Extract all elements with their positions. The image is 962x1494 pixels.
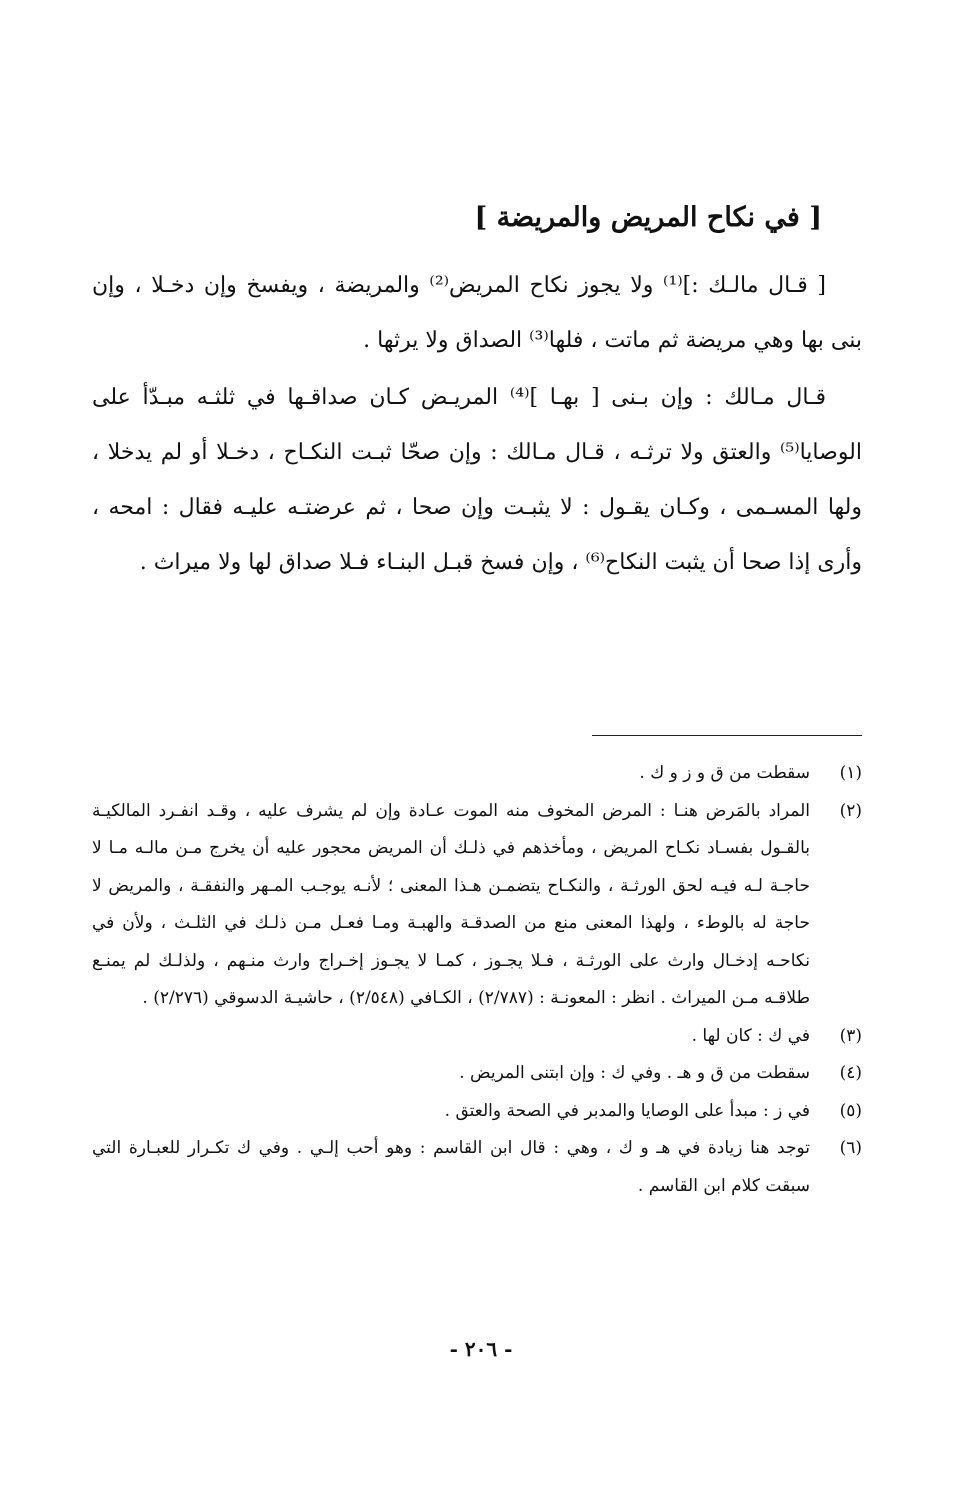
- footnote-4: [92, 1055, 862, 1093]
- footnote-number: (١): [839, 763, 862, 783]
- footnote-2: [92, 793, 862, 1018]
- page-number: - ٢٠٦ -: [449, 1337, 513, 1361]
- main-text: [92, 258, 862, 590]
- footnote-1: [92, 755, 862, 793]
- footnote-number: (٢): [839, 800, 862, 821]
- footnote-number: (٣): [839, 1025, 862, 1046]
- footnote-text: توجد هنا زيادة في هـ و ك ، وهي : قال ابن القاسم : وهو أحب إلـي . وفي ك تكـرار للعبـارة التي سبقت كلام ابن القاسم .: [92, 1138, 810, 1196]
- footnote-number: (٥): [839, 1100, 862, 1121]
- paragraph-2: قـال مـالك : وإن بـنى [ بهـا ]⁽⁴⁾ المريـض كـان صداقـها في ثلثـه مبـدّأ على الوصايا⁽⁵⁾ والعتق ولا ترثـه ، قـال مـالك : وإن صحّا ثبـت النكـاح ، دخـلا أو لم يدخلا ، ولها المسـمى ، وكـان يقـول : لا يثبـت وإن صحا ، ثم عرضتـه عليـه فقال : امحه ، وأرى إذا صحا أن يثبت النكاح⁽⁶⁾ ، وإن فسخ قبـل البنـاء فـلا صداق لها ولا ميراث .: [92, 385, 862, 575]
- footnote-text: المراد بالمَرض هنـا : المرض المخوف منه الموت عـادة وإن لم يشرف عليه ، وقـد انفـرد المالكيـة بالقـول بفسـاد نكـاح المريض ، ومأخذهم في ذلـك أن المريض محجور عليه أن يخرج مـن مالـه مـا لا حاجـة لـه فيـه لحق الورثـة ، والنكـاح يتضمـن هـذا المعنى ؛ لأنـه يوجـب المـهر والنفقـة ، والمريض لا حاجة له بالوطء ، ولهذا المعنى منع من الصدقـة والهبـة ومـا فعـل مـن ذلـك في الثلـث ، ولأن في نكاحـه إدخـال وارث على الورثـة ، فـلا يجـوز ، كمـا لا يجـوز إخـراج وارث منـهم ، ولذلـك لم يمنـع طلاقـه مـن الميراث . انظر : المعونـة : (٢/٧٨٧) ، الكـافي (٢/٥٤٨) ، حاشيـة الدسوقي (٢/٢٧٦) .: [92, 800, 810, 1008]
- footnote-3: [92, 1018, 862, 1056]
- footnote-5: [92, 1093, 862, 1131]
- footnote-divider: [592, 735, 862, 736]
- footnote-6: [92, 1130, 862, 1205]
- footnote-text: سقطت من ق و هـ . وفي ك : وإن ابتنى المريض .: [459, 1063, 810, 1083]
- section-heading: [ في نكاح المريض والمريضة ]: [474, 202, 822, 233]
- footnote-text: في ك : كان لها .: [691, 1025, 810, 1046]
- footnote-number: (٤): [839, 1063, 862, 1083]
- footnote-number: (٦): [839, 1138, 862, 1158]
- paragraph-1: [ قـال مالـك :]⁽¹⁾ ولا يجوز نكاح المريض⁽²⁾ والمريضة ، ويفسخ وإن دخـلا ، وإن بنى بها وهي مريضة ثم ماتت ، فلها⁽³⁾ الصداق ولا يرثها .: [92, 273, 862, 353]
- footnotes: [92, 755, 862, 1205]
- footnote-text: سقطت من ق و ز و ك .: [639, 763, 810, 783]
- footnote-text: في ز : مبدأ على الوصايا والمدبر في الصحة والعتق .: [444, 1100, 810, 1121]
